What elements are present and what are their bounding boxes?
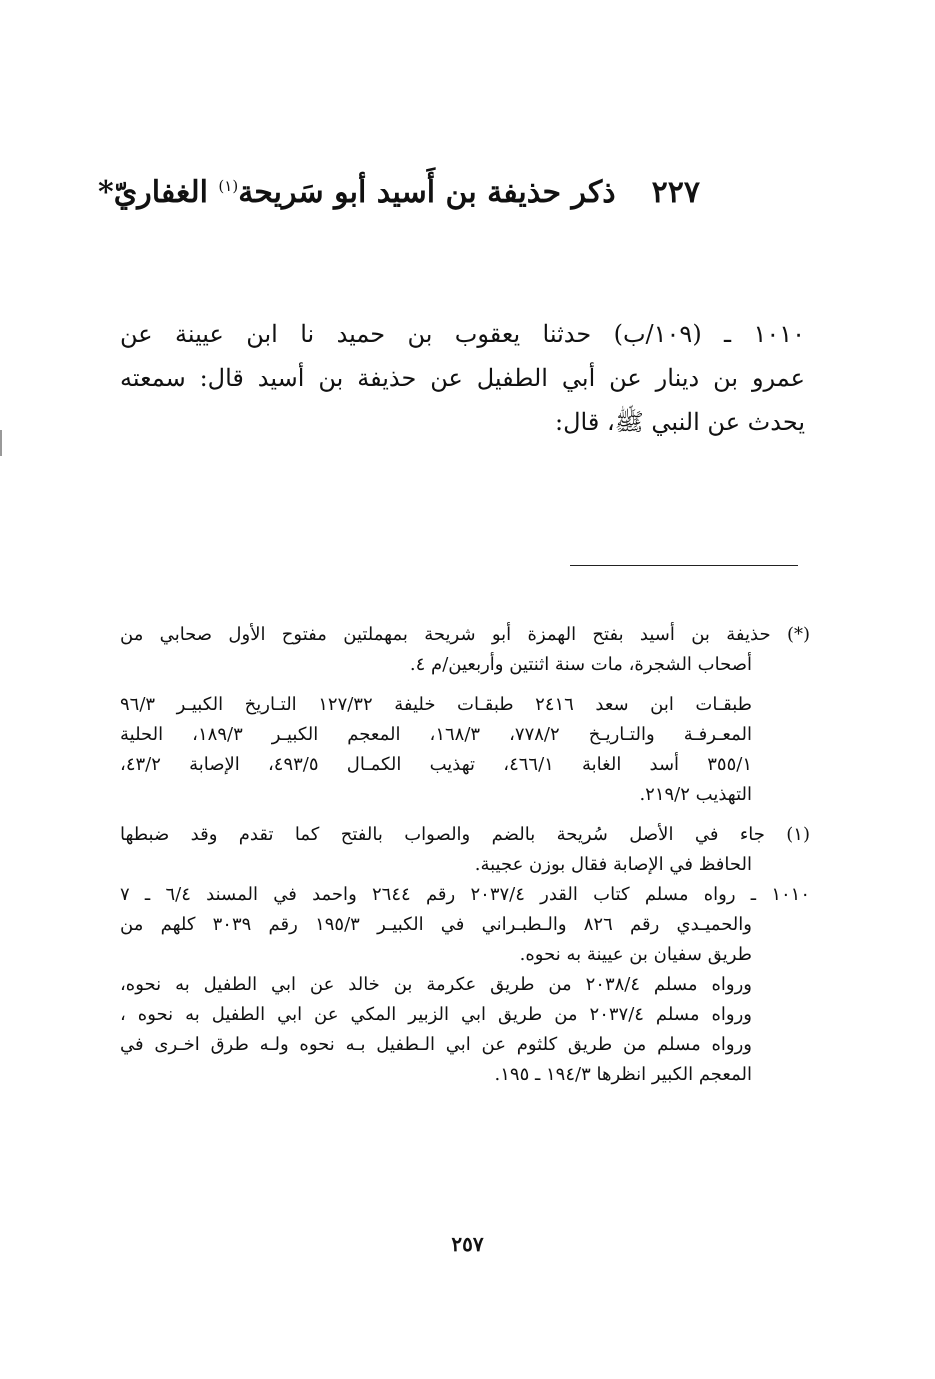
note-line: طريق سفيان بن عيينة به نحوه.: [519, 944, 752, 965]
hadith-line: يحدث عن النبي ﷺ، قال:: [555, 408, 805, 436]
hadith-line: عمرو بن دينار عن أبي الطفيل عن حذيفة بن أسيد قال: سمعته: [120, 364, 805, 392]
note-line: التهذيب ٢١٩/٢.: [639, 784, 752, 805]
note-line: ١٠١٠ ـ رواه مسلم كتاب القدر ٢٠٣٧/٤ رقم ٢٦٤٤ واحمد في المسند ٦/٤ ـ ٧: [120, 884, 810, 905]
footnotes: [120, 620, 810, 1090]
note-line: طبقـات ابن سعد ٢٤١٦ طبقـات خليفة ١٢٧/٣٢ التـاريخ الكبيـر ٩٦/٣: [120, 694, 752, 715]
note-line: ٣٥٥/١ أسد الغابة ٤٦٦/١، تهذيب الكمـال ٤٩٣/٥، الإصابة ٤٣/٢،: [120, 754, 752, 775]
note-line: (١) جاء في الأصل سُريحة بالضم والصواب بالفتح كما تقدم وقد ضبطها: [120, 824, 810, 845]
chapter-title-main: ذكر حذيفة بن أَسيد أبو سَريحة: [238, 175, 616, 210]
chapter-number: ٢٢٧: [651, 175, 700, 210]
chapter-heading: [98, 156, 700, 223]
sources-note: [120, 690, 810, 810]
chapter-title-end: الغفاريّ*: [98, 175, 219, 210]
note-line: ورواه مسلم ٢٠٣٧/٤ من طريق ابي الزبير المكي عن ابي الطفيل به نحوه ،: [120, 1004, 753, 1025]
page-number: ٢٥٧: [451, 1232, 484, 1256]
note-line: المعـرفـة والتـاريـخ ٧٧٨/٢، ١٦٨/٣، المعجم الكبيـر ١٨٩/٣، الحلية: [120, 724, 753, 745]
note-line: ورواه مسلم ٢٠٣٨/٤ من طريق عكرمة بن خالد عن ابي الطفيل به نحوه،: [120, 974, 752, 995]
footnote-separator: [570, 565, 798, 566]
footnote-ref-1: (١): [218, 177, 239, 195]
hadith-takhrij-note: [120, 880, 810, 1090]
scan-margin-mark: [0, 430, 2, 456]
hadith-text: [120, 312, 805, 444]
note-line: الحافظ في الإصابة فقال بوزن عجيبة.: [474, 854, 752, 875]
note-line: والحميـدي رقم ٨٢٦ والـطبـراني في الكبيـر ١٩٥/٣ رقم ٣٠٣٩ كلهم من: [120, 914, 752, 935]
note-line: المعجم الكبير انظرها ١٩٤/٣ ـ ١٩٥.: [494, 1064, 752, 1085]
footnote-1: [120, 820, 810, 880]
hadith-line: ١٠١٠ ـ (١٠٩/ب) حدثنا يعقوب بن حميد نا ابن عيينة عن: [120, 320, 805, 348]
note-line: ورواه مسلم من طريق كلثوم عن ابي الـطفيل بـه نحوه ولـه طرق اخـرى في: [120, 1034, 752, 1055]
note-line: أصحاب الشجرة، مات سنة اثنتين وأربعين/م ٤.: [409, 654, 752, 675]
note-line: (*) حذيفة بن أسيد بفتح الهمزة أبو شريحة بمهملتين مفتوح الأول صحابي من: [120, 624, 810, 645]
biography-note: [120, 620, 810, 680]
